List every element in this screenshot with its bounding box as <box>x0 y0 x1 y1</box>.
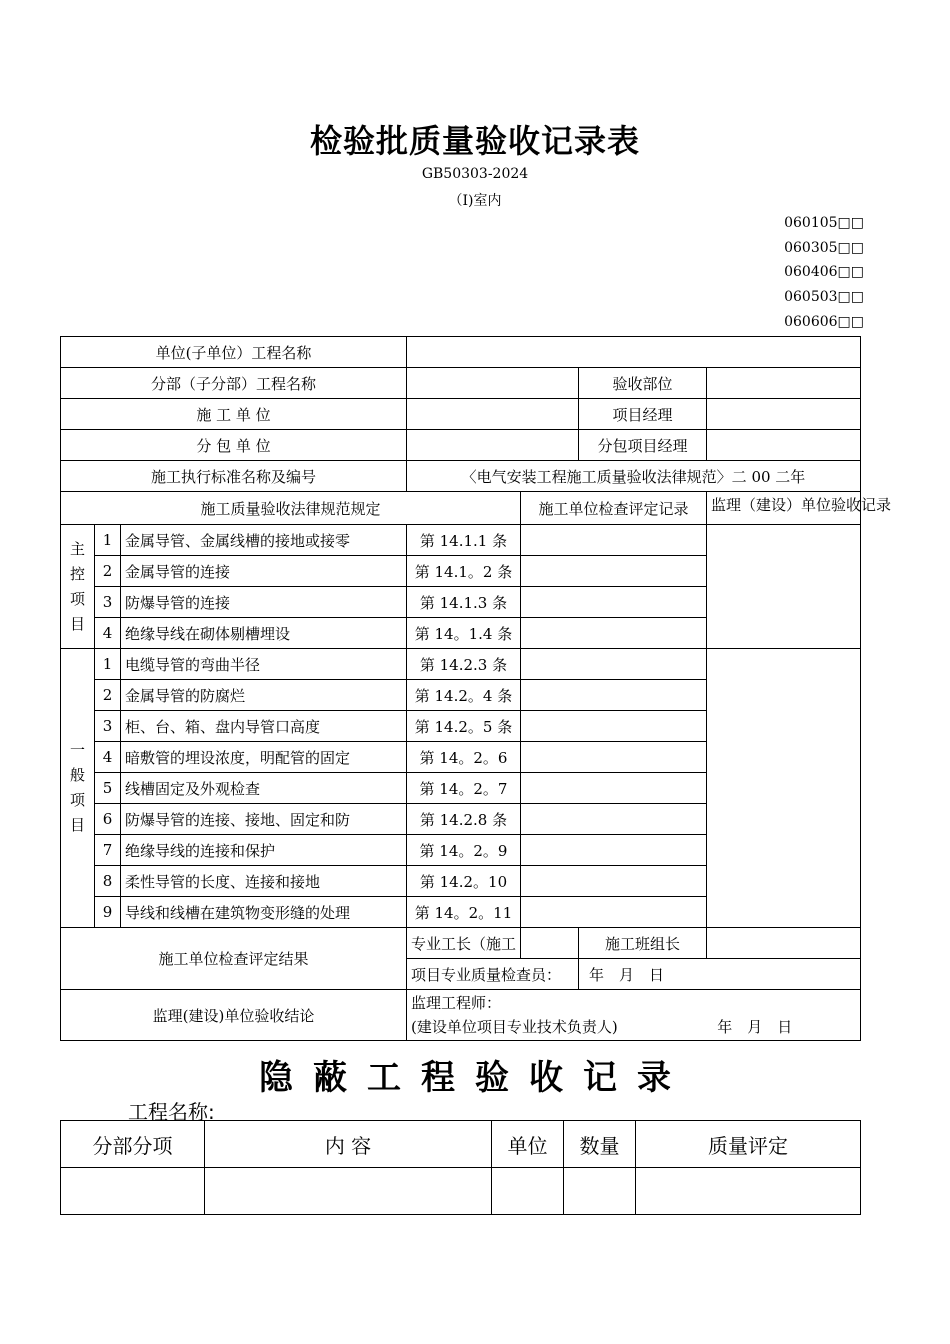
item-text: 金属导管、金属线槽的接地或接零 <box>121 525 407 556</box>
item-clause: 第 14.1.3 条 <box>407 587 521 618</box>
check-record-cell[interactable] <box>521 773 707 804</box>
unit-project-value[interactable] <box>407 337 861 368</box>
item-text: 线槽固定及外观检查 <box>121 773 407 804</box>
supervision-label: 监理(建设)单位验收结论 <box>61 990 407 1041</box>
check-record-cell[interactable] <box>521 587 707 618</box>
form-code: 060406□□ <box>784 264 864 280</box>
item-number: 2 <box>95 556 121 587</box>
item-text: 柔性导管的长度、连接和接地 <box>121 866 407 897</box>
check-record-cell[interactable] <box>521 835 707 866</box>
supervisor-column-header: 监理（建设）单位验收记录 <box>707 492 861 525</box>
item-clause: 第 14。1.4 条 <box>407 618 521 649</box>
supervision-conclusion <box>407 990 861 1041</box>
check-result-label: 施工单位检查评定结果 <box>61 928 407 990</box>
item-number: 4 <box>95 618 121 649</box>
item-number: 2 <box>95 680 121 711</box>
item-number: 3 <box>95 711 121 742</box>
item-text: 防爆导管的连接、接地、固定和防 <box>121 804 407 835</box>
column-header: 质量评定 <box>636 1121 861 1168</box>
item-text: 绝缘导线的连接和保护 <box>121 835 407 866</box>
check-record-cell[interactable] <box>521 804 707 835</box>
item-clause: 第 14.1。2 条 <box>407 556 521 587</box>
date-label: 年 月 日 <box>717 1018 793 1036</box>
check-record-cell[interactable] <box>521 711 707 742</box>
hidden-works-title: 隐蔽工程验收记录 <box>259 1058 691 1098</box>
unit-project-label: 单位(子单位）工程名称 <box>61 337 407 368</box>
item-clause: 第 14.2。4 条 <box>407 680 521 711</box>
check-record-cell[interactable] <box>521 556 707 587</box>
team-leader-label: 施工班组长 <box>579 928 707 959</box>
item-number: 4 <box>95 742 121 773</box>
item-clause: 第 14.1.1 条 <box>407 525 521 556</box>
table-cell[interactable] <box>205 1168 492 1215</box>
page-title: 检验批质量验收记录表 <box>309 122 640 160</box>
item-clause: 第 14.2.8 条 <box>407 804 521 835</box>
sub-project-label: 分部（子分部）工程名称 <box>61 368 407 399</box>
date-label: 年 月 日 <box>579 959 861 990</box>
acceptance-part-label: 验收部位 <box>579 368 707 399</box>
item-text: 暗敷管的埋设浓度，明配管的固定 <box>121 742 407 773</box>
table-cell[interactable] <box>61 1168 205 1215</box>
item-number: 1 <box>95 525 121 556</box>
item-clause: 第 14。2。7 <box>407 773 521 804</box>
check-record-cell[interactable] <box>521 525 707 556</box>
item-text: 金属导管的防腐烂 <box>121 680 407 711</box>
check-column-header: 施工单位检查评定记录 <box>521 492 707 525</box>
item-clause: 第 14。2。6 <box>407 742 521 773</box>
item-number: 1 <box>95 649 121 680</box>
item-clause: 第 14.2。5 条 <box>407 711 521 742</box>
sub-project-value[interactable] <box>407 368 579 399</box>
form-code: 060503□□ <box>784 289 864 305</box>
check-record-cell[interactable] <box>521 618 707 649</box>
table-cell[interactable] <box>636 1168 861 1215</box>
item-text: 防爆导管的连接 <box>121 587 407 618</box>
contractor-value[interactable] <box>407 399 579 430</box>
standard-value: 〈电气安装工程施工质量验收法律规范〉二 00 二年 <box>407 461 861 492</box>
item-number: 6 <box>95 804 121 835</box>
standard-label: 施工执行标准名称及编号 <box>61 461 407 492</box>
check-record-cell[interactable] <box>521 866 707 897</box>
inspector-label: 项目专业质量检查员： <box>407 959 579 990</box>
item-number: 3 <box>95 587 121 618</box>
item-clause: 第 14.2.3 条 <box>407 649 521 680</box>
general-group-label: 一般项目 <box>61 649 95 928</box>
check-record-cell[interactable] <box>521 897 707 928</box>
hidden-works-table <box>60 1120 861 1215</box>
column-header: 数量 <box>564 1121 636 1168</box>
owner-tech-label: (建设单位项目专业技术负责人) <box>411 1018 618 1036</box>
item-clause: 第 14。2。9 <box>407 835 521 866</box>
table-cell[interactable] <box>492 1168 564 1215</box>
item-clause: 第 14。2。11 <box>407 897 521 928</box>
project-manager-label: 项目经理 <box>579 399 707 430</box>
item-text: 绝缘导线在砌体剔槽埋设 <box>121 618 407 649</box>
sub-manager-label: 分包项目经理 <box>579 430 707 461</box>
spec-column-header: 施工质量验收法律规范规定 <box>61 492 521 525</box>
owner-tech-line <box>411 1015 856 1039</box>
item-clause: 第 14.2。10 <box>407 866 521 897</box>
acceptance-part-value[interactable] <box>707 368 861 399</box>
subcontractor-label: 分 包 单 位 <box>61 430 407 461</box>
sub-manager-value[interactable] <box>707 430 861 461</box>
item-text: 柜、台、箱、盘内导管口高度 <box>121 711 407 742</box>
team-leader-value[interactable] <box>707 928 861 959</box>
check-record-cell[interactable] <box>521 742 707 773</box>
table-cell[interactable] <box>564 1168 636 1215</box>
project-name-label: 工程名称: <box>128 1100 215 1124</box>
item-number: 5 <box>95 773 121 804</box>
item-text: 电缆导管的弯曲半径 <box>121 649 407 680</box>
item-number: 7 <box>95 835 121 866</box>
supervisor-record-cell[interactable] <box>707 525 861 649</box>
form-code: 060105□□ <box>784 215 864 231</box>
standard-code: GB50303-2024 <box>421 166 529 182</box>
form-code: 060606□□ <box>784 314 864 330</box>
inspection-table <box>60 336 892 1041</box>
check-record-cell[interactable] <box>521 649 707 680</box>
item-text: 金属导管的连接 <box>121 556 407 587</box>
engineer-label: 监理工程师： <box>411 994 502 1012</box>
supervisor-record-cell[interactable] <box>707 649 861 928</box>
item-text: 导线和线槽在建筑物变形缝的处理 <box>121 897 407 928</box>
main-group-label: 主控项目 <box>61 525 95 649</box>
foreman-label: 专业工长（施工 <box>407 928 521 959</box>
item-number: 9 <box>95 897 121 928</box>
column-header: 单位 <box>492 1121 564 1168</box>
check-record-cell[interactable] <box>521 680 707 711</box>
item-number: 8 <box>95 866 121 897</box>
column-header: 内 容 <box>205 1121 492 1168</box>
column-header: 分部分项 <box>61 1121 205 1168</box>
contractor-label: 施 工 单 位 <box>61 399 407 430</box>
subtitle: （I)室内 <box>448 193 502 209</box>
subcontractor-value[interactable] <box>407 430 579 461</box>
form-code: 060305□□ <box>784 240 864 256</box>
project-manager-value[interactable] <box>707 399 861 430</box>
foreman-value[interactable] <box>521 928 579 959</box>
